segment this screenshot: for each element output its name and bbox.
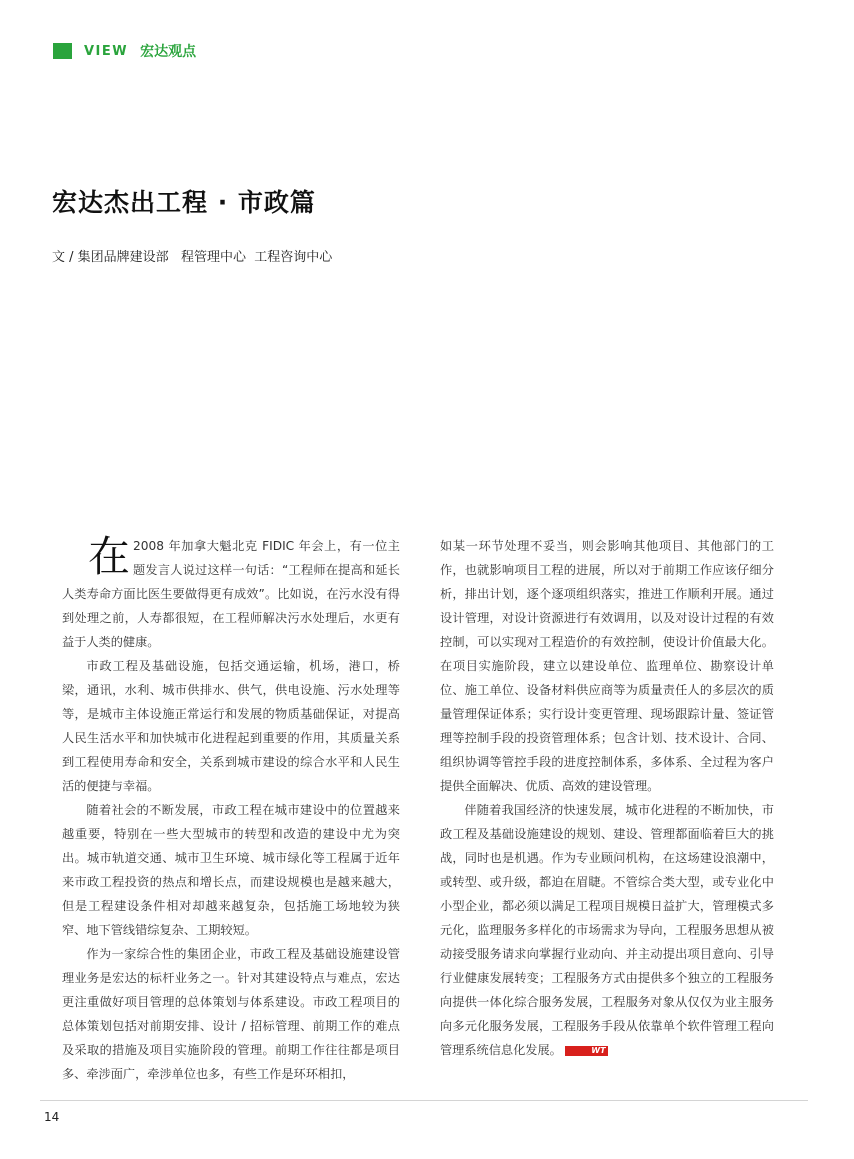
page-number: 14: [44, 1110, 60, 1124]
paragraph: [440, 798, 774, 1062]
paragraph: 随着社会的不断发展，市政工程在城市建设中的位置越来越重要，特别在一些大型城市的转型和改造的建设中尤为突出。城市轨道交通、城市卫生环境、城市绿化等工程属于近年来市政工程投资的热点和增长点，而建设规模也是越来越大，但是工程建设条件相对却越来越复杂，包括施工场地较为狭窄、地下管线错综复杂、工期较短。: [62, 803, 400, 937]
drop-cap: 在: [88, 532, 131, 581]
paragraph: 市政工程及基础设施，包括交通运输，机场，港口，桥梁，通讯，水利、城市供排水、供气，供电设施、污水处理等等，是城市主体设施正常运行和发展的物质基础保证，对提高人民生活水平和加快城市化进程起到重要的作用，其质量关系到工程使用寿命和安全，关系到城市建设的综合水平和人民生活的便捷与幸福。: [62, 659, 400, 793]
end-mark-icon: WT: [565, 1046, 608, 1056]
paragraph-text: 2008 年加拿大魁北克 FIDIC 年会上，有一位主题发言人说过这样一句话：“工程师在提高和延长人类寿命方面比医生要做得更有成效”。比如说，在污水没有得到处理之前，人寿都很短，在工程师解决污水处理后，水更有益于人类的健康。: [62, 539, 400, 649]
section-tag-cn: 宏达观点: [140, 44, 197, 60]
section-tag-en: VIEW: [84, 43, 129, 59]
article-byline: 文 / 集团品牌建设部 程管理中心 工程咨询中心: [52, 250, 333, 265]
footer-divider: [40, 1100, 808, 1101]
section-tag: [53, 42, 196, 60]
paragraph: [62, 534, 400, 654]
article-title: 宏达杰出工程 · 市政篇: [52, 188, 316, 217]
paragraph: 作为一家综合性的集团企业，市政工程及基础设施建设管理业务是宏达的标杆业务之一。针对其建设特点与难点，宏达更注重做好项目管理的总体策划与体系建设。市政工程项目的总体策划包括对前期安排、设计 / 招标管理、前期工作的难点及采取的措施及项目实施阶段的管理。前期工作往往都是项目多、牵涉面广，牵涉单位也多，有些工作是环环相扣，: [62, 947, 400, 1081]
paragraph: 如某一环节处理不妥当，则会影响其他项目、其他部门的工作，也就影响项目工程的进展，所以对于前期工作应该仔细分析，排出计划，逐个逐项组织落实，推进工作顺利开展。通过设计管理，对设计资源进行有效调用，以及对设计过程的有效控制，可以实现对工程造价的有效控制，使设计价值最大化。在项目实施阶段，建立以建设单位、监理单位、勘察设计单位、施工单位、设备材料供应商等为质量责任人的多层次的质量管理保证体系；实行设计变更管理、现场跟踪计量、签证管理等控制手段的投资管理体系；包含计划、技术设计、合同、组织协调等管控手段的进度控制体系，多体系、全过程为客户提供全面解决、优质、高效的建设管理。: [440, 539, 774, 793]
paragraph-text: 伴随着我国经济的快速发展，城市化进程的不断加快，市政工程及基础设施建设的规划、建设、管理都面临着巨大的挑战，同时也是机遇。作为专业顾问机构，在这场建设浪潮中，或转型、或升级，都迫在眉睫。不管综合类大型，或专业化中小型企业，都必须以满足工程项目规模日益扩大，管理模式多元化，监理服务多样化的市场需求为导向，工程服务思想从被动接受服务请求向掌握行业动向、并主动提出项目意向、引导行业健康发展转变；工程服务方式由提供多个独立的工程服务向提供一体化综合服务发展，工程服务对象从仅仅为业主服务向多元化服务发展，工程服务手段从依靠单个软件管理工程向管理系统信息化发展。: [440, 803, 774, 1057]
article-column-right: [440, 534, 774, 1062]
article-column-left: [62, 534, 400, 1086]
section-square-icon: [53, 43, 72, 59]
